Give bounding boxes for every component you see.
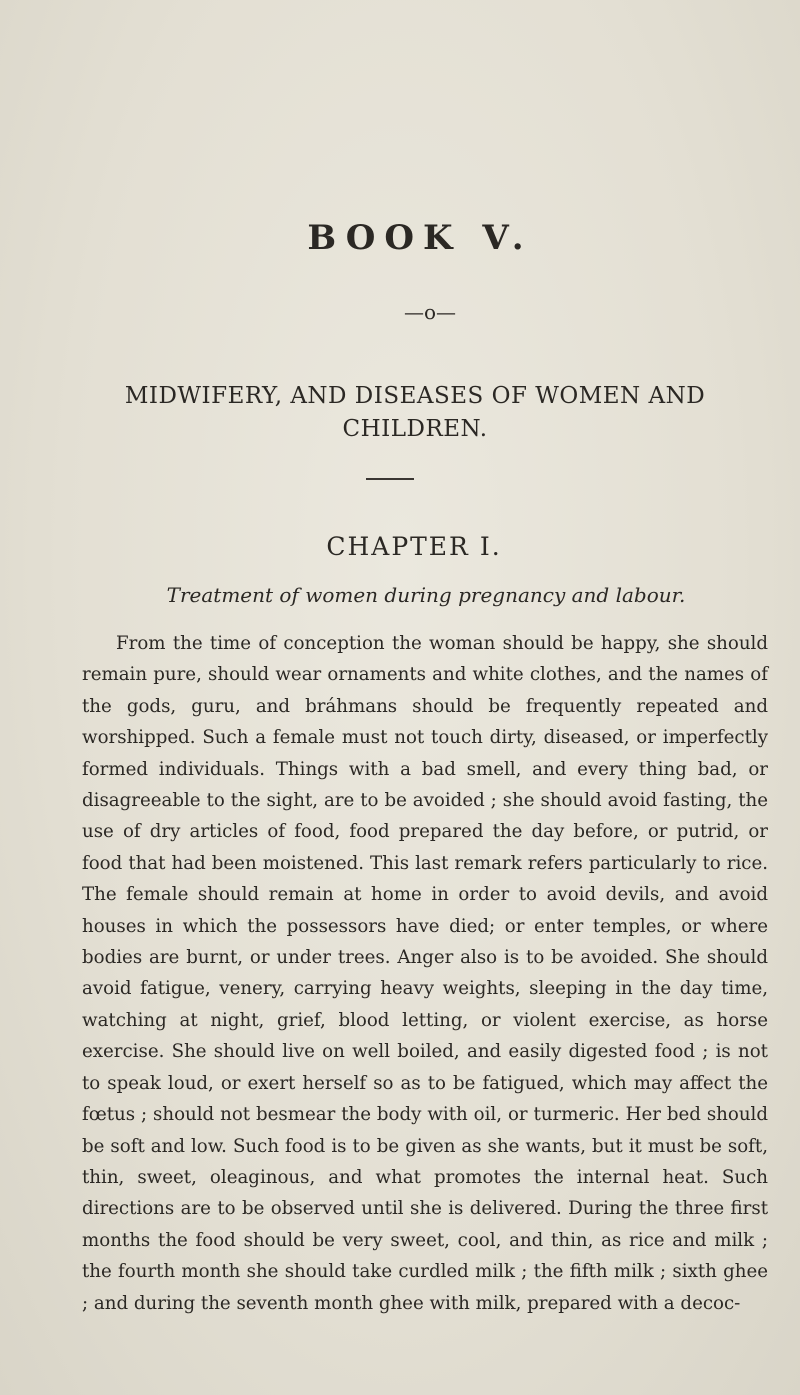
section-divider bbox=[366, 478, 414, 480]
chapter-subtitle: Treatment of women during pregnancy and labour. bbox=[166, 583, 686, 607]
chapter-heading: CHAPTER I. bbox=[326, 532, 502, 561]
book-title: BOOK V. bbox=[307, 218, 533, 258]
title-ornament: —o— bbox=[403, 300, 457, 324]
section-title: MIDWIFERY, AND DISEASES OF WOMEN AND CHILDREN. bbox=[124, 383, 706, 442]
body-paragraph: From the time of conception the woman should be happy, she should remain pure, should wear ornaments and white clothes, and the names of the gods, guru, and bráhmans should be frequently repeated and worshipped. Such a female must not touch dirty, diseased, or imperfectly formed individuals. Things with a bad smell, and every thing bad, or disagreeable to the sight, are to be avoided ; she should avoid fasting, the use of dry articles of food, food prepared the day before, or putrid, or food that had been moistened. This last remark refers particularly to rice. The female should remain at home in order to avoid devils, and avoid houses in which the possessors have died; or enter temples, or where bodies are burnt, or under trees. Anger also is to be avoided. She should avoid fatigue, venery, carrying heavy weights, sleeping in the day time, watching at night, grief, blood letting, or violent exercise, as horse exercise. She should live on well boiled, and easily digested food ; is not to speak loud, or exert herself so as to be fatigued, which may affect the fœtus ; should not besmear the body with oil, or turmeric. Her bed should be soft and low. Such food is to be given as she wants, but it must be soft, thin, sweet, oleaginous, and what promotes the internal heat. Such directions are to be observed until she is delivered. During the three first months the food should be very sweet, cool, and thin, as rice and milk ; the fourth month she should take curdled milk ; the fifth milk ; sixth ghee ; and during the seventh month ghee with milk, prepared with a decoc- bbox=[82, 633, 768, 1314]
